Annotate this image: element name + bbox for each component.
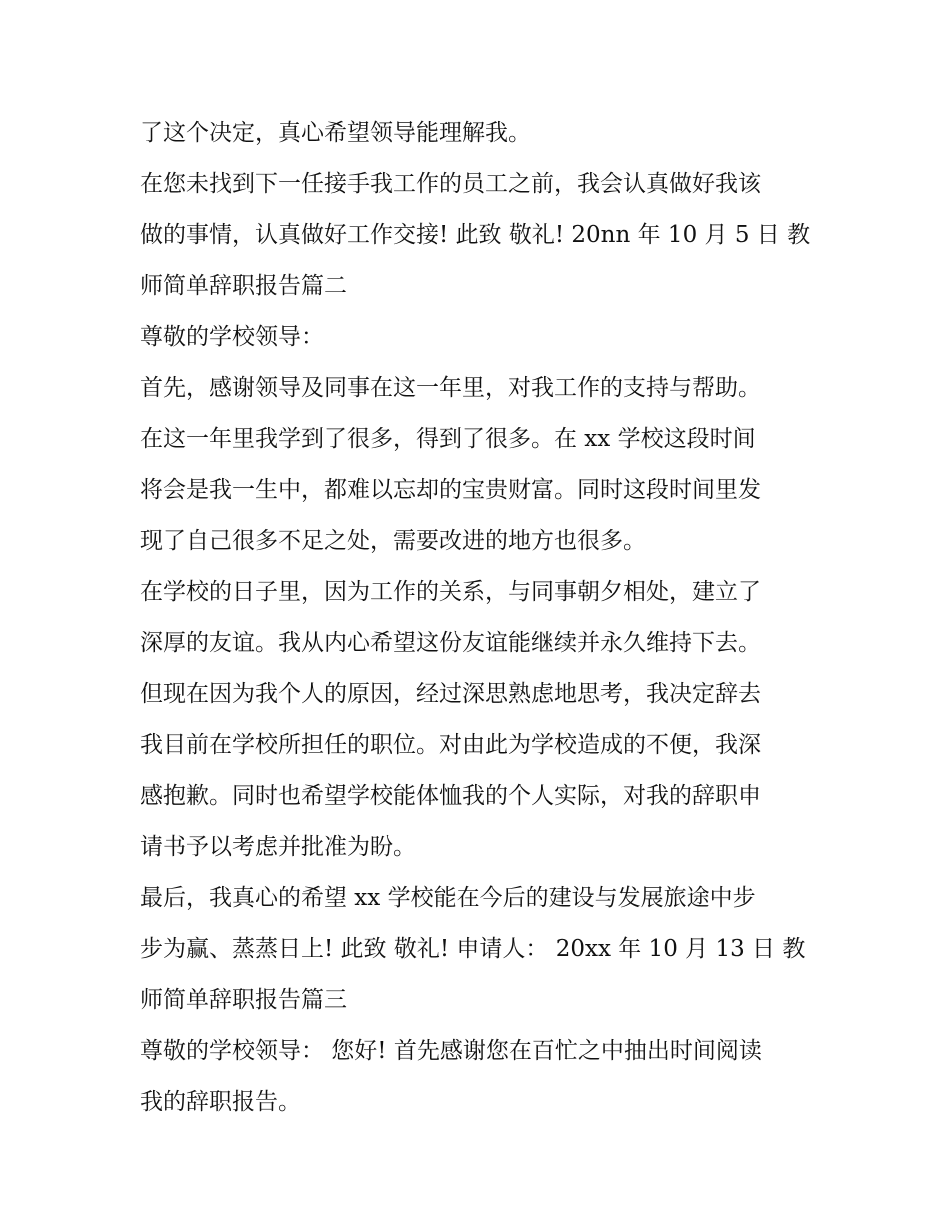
text-line: 我的辞职报告。 bbox=[140, 1089, 301, 1115]
text-line: 首先，感谢领导及同事在这一年里，对我工作的支持与帮助。 bbox=[140, 375, 761, 401]
text-line: 请书予以考虑并批准为盼。 bbox=[140, 834, 416, 860]
text-line: 将会是我一生中，都难以忘却的宝贵财富。同时这段时间里发 bbox=[140, 477, 761, 503]
text-line: 我目前在学校所担任的职位。对由此为学校造成的不便，我深 bbox=[140, 732, 761, 758]
text-line: 了这个决定，真心希望领导能理解我。 bbox=[140, 120, 531, 146]
section-heading: 师简单辞职报告篇二 bbox=[140, 273, 347, 299]
text-line: 在这一年里我学到了很多，得到了很多。在 xx 学校这段时间 bbox=[140, 426, 756, 452]
salutation: 尊敬的学校领导： bbox=[140, 324, 324, 350]
document-body bbox=[140, 108, 830, 1128]
text-line: 在您未找到下一任接手我工作的员工之前，我会认真做好我该 bbox=[140, 171, 761, 197]
text-line: 在学校的日子里，因为工作的关系，与同事朝夕相处，建立了 bbox=[140, 579, 761, 605]
text-line: 最后，我真心的希望 xx 学校能在今后的建设与发展旅途中步 bbox=[140, 885, 756, 911]
text-line: 现了自己很多不足之处，需要改进的地方也很多。 bbox=[140, 528, 646, 554]
text-line: 感抱歉。同时也希望学校能体恤我的个人实际，对我的辞职申 bbox=[140, 783, 761, 809]
section-heading: 师简单辞职报告篇三 bbox=[140, 987, 347, 1013]
text-line: 深厚的友谊。我从内心希望这份友谊能继续并永久维持下去。 bbox=[140, 630, 761, 656]
salutation: 尊敬的学校领导： 您好! 首先感谢您在百忙之中抽出时间阅读 bbox=[140, 1038, 762, 1064]
text-line: 但现在因为我个人的原因，经过深思熟虑地思考，我决定辞去 bbox=[140, 681, 761, 707]
text-line: 做的事情，认真做好工作交接! 此致 敬礼! 20nn 年 10 月 5 日 教 bbox=[140, 222, 811, 248]
text-line: 步为赢、蒸蒸日上! 此致 敬礼! 申请人： 20xx 年 10 月 13 日 教 bbox=[140, 936, 806, 962]
